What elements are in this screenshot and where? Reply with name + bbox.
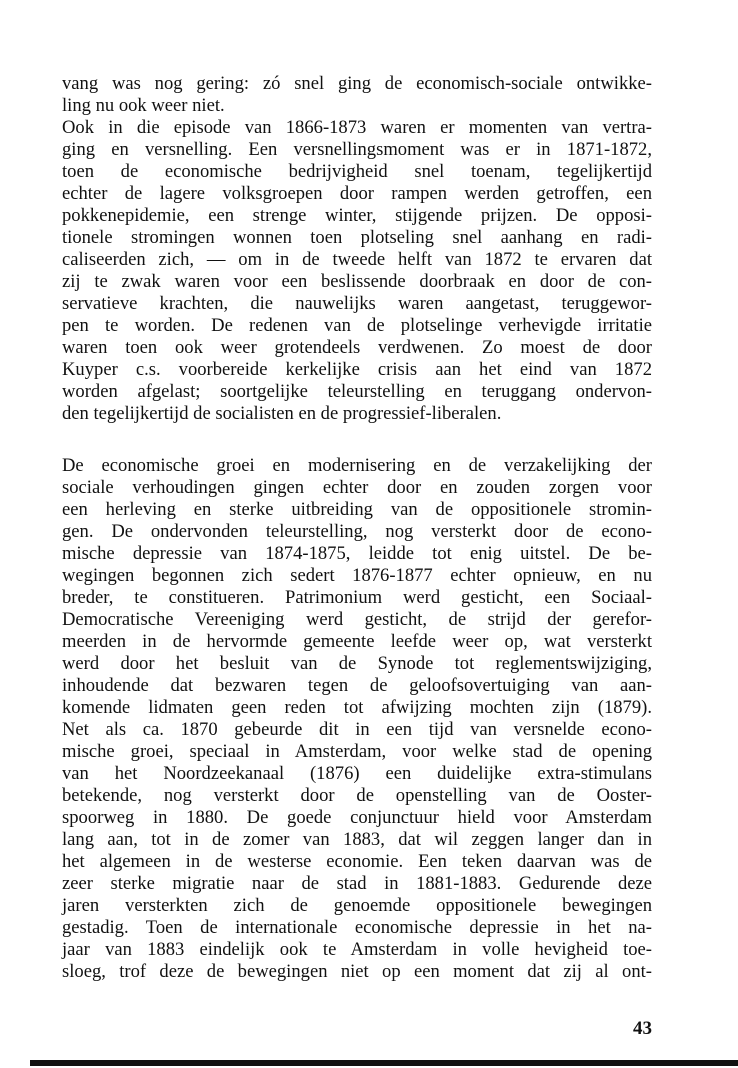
- text-line: een herleving en sterke uitbreiding van de oppositionele stromin-: [62, 499, 652, 520]
- paragraph-2: [62, 455, 652, 983]
- text-line: caliseerden zich, — om in de tweede helft van 1872 te ervaren dat: [62, 249, 652, 270]
- text-line: pen te worden. De redenen van de plotselinge verhevigde irritatie: [62, 315, 652, 336]
- text-line: den tegelijkertijd de socialisten en de progressief-liberalen.: [62, 403, 502, 424]
- text-line: pokkenepidemie, een strenge winter, stijgende prijzen. De opposi-: [62, 205, 652, 226]
- text-line: tionele stromingen wonnen toen plotseling snel aanhang en radi-: [62, 227, 652, 248]
- text-line: jaren versterkten zich de genoemde oppositionele bewegingen: [62, 895, 652, 916]
- text-line: breder, te constitueren. Patrimonium werd gesticht, een Sociaal-: [62, 587, 652, 608]
- text-line: toen de economische bedrijvigheid snel toenam, tegelijkertijd: [62, 161, 652, 182]
- text-line: spoorweg in 1880. De goede conjunctuur hield voor Amsterdam: [62, 807, 652, 828]
- text-line: servatieve krachten, die nauwelijks waren aangetast, teruggewor-: [62, 293, 652, 314]
- text-line: lang aan, tot in de zomer van 1883, dat wil zeggen langer dan in: [62, 829, 652, 850]
- paragraph-1: [62, 73, 652, 425]
- text-line: De economische groei en modernisering en de verzakelijking der: [62, 455, 652, 476]
- text-line: zij te zwak waren voor een beslissende doorbraak en door de con-: [62, 271, 652, 292]
- text-line: waren toen ook weer grotendeels verdwenen. Zo moest de door: [62, 337, 652, 358]
- text-line: zeer sterke migratie naar de stad in 1881-1883. Gedurende deze: [62, 873, 652, 894]
- text-line: komende lidmaten geen reden tot afwijzing mochten zijn (1879).: [62, 697, 652, 718]
- text-line: sociale verhoudingen gingen echter door en zouden zorgen voor: [62, 477, 652, 498]
- text-line: Democratische Vereeniging werd gesticht, de strijd der gerefor-: [62, 609, 652, 630]
- text-line: mische groei, speciaal in Amsterdam, voor welke stad de opening: [62, 741, 652, 762]
- page-number: 43: [633, 1018, 652, 1039]
- text-line: gestadig. Toen de internationale economische depressie in het na-: [62, 917, 652, 938]
- text-line: Kuyper c.s. voorbereide kerkelijke crisis aan het eind van 1872: [62, 359, 652, 380]
- bottom-rule: [30, 1060, 738, 1066]
- text-line: werd door het besluit van de Synode tot reglementswijziging,: [62, 653, 652, 674]
- text-line: sloeg, trof deze de bewegingen niet op een moment dat zij al ont-: [62, 961, 652, 982]
- text-line: betekende, nog versterkt door de openstelling van de Ooster-: [62, 785, 652, 806]
- text-line: worden afgelast; soortgelijke teleurstelling en teruggang ondervon-: [62, 381, 652, 402]
- text-line: ling nu ook weer niet.: [62, 95, 225, 116]
- text-line: wegingen begonnen zich sedert 1876-1877 echter opnieuw, en nu: [62, 565, 652, 586]
- text-line: echter de lagere volksgroepen door rampen werden getroffen, een: [62, 183, 652, 204]
- text-line: meerden in de hervormde gemeente leefde weer op, wat versterkt: [62, 631, 652, 652]
- text-line: jaar van 1883 eindelijk ook te Amsterdam in volle hevigheid toe-: [62, 939, 652, 960]
- text-line: gen. De ondervonden teleurstelling, nog versterkt door de econo-: [62, 521, 652, 542]
- text-line: Ook in die episode van 1866-1873 waren er momenten van vertra-: [62, 117, 652, 138]
- text-line: ging en versnelling. Een versnellingsmoment was er in 1871-1872,: [62, 139, 652, 160]
- text-line: van het Noordzeekanaal (1876) een duidelijke extra-stimulans: [62, 763, 652, 784]
- text-line: inhoudende dat bezwaren tegen de geloofsovertuiging van aan-: [62, 675, 652, 696]
- text-line: mische depressie van 1874-1875, leidde tot enig uitstel. De be-: [62, 543, 652, 564]
- text-line: Net als ca. 1870 gebeurde dit in een tijd van versnelde econo-: [62, 719, 652, 740]
- text-line: vang was nog gering: zó snel ging de economisch-sociale ontwikke-: [62, 73, 652, 94]
- text-line: het algemeen in de westerse economie. Een teken daarvan was de: [62, 851, 652, 872]
